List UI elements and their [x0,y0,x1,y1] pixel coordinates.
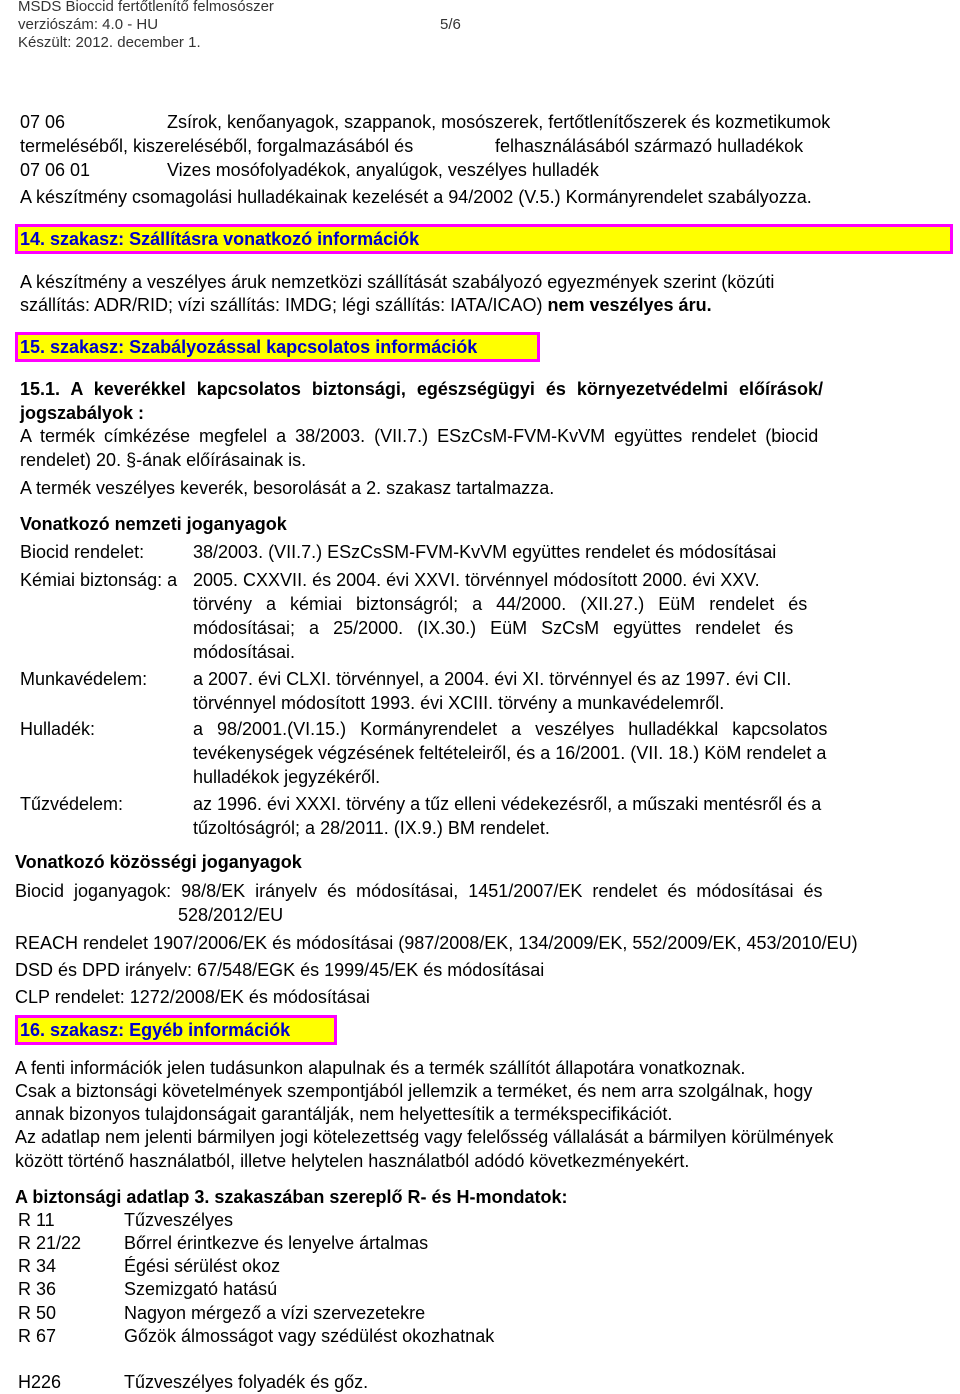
phrase-code: R 21/22 [18,1233,82,1253]
waste-law-line3: hulladékok jegyzékéről. [193,767,381,787]
phrase-text: Gőzök álmosságot vagy szédülést okozhatnak [124,1326,495,1346]
work-safety-label: Munkavédelem: [20,669,148,689]
document-title: MSDS Bioccid fertőtlenítő felmosószer [18,0,274,15]
section-14-text-line1 [20,271,945,293]
info-paragraph-2-line2: annak bizonyos tulajdonságait garantálják, nem helyettesítik a termékspecifikációt. [15,1104,673,1124]
waste-code-0706-text-2b: felhasználásából származó hulladékok [495,136,804,156]
phrase-code: R 36 [18,1279,57,1299]
community-legislation-heading: Vonatkozó közösségi joganyagok [15,852,302,872]
dsd-dpd-directive: DSD és DPD irányelv: 67/548/EGK és 1999/45/EK és módosításai [15,960,545,980]
phrase-code: R 11 [18,1210,55,1230]
waste-code-0706-text-2a: termeléséből, kiszereléséből, forgalmazásából és [20,136,414,156]
phrase-code: H226 [18,1372,62,1392]
phrase-text: Tűzveszélyes folyadék és gőz. [124,1372,369,1392]
not-dangerous-goods: nem veszélyes áru. [547,295,712,315]
fire-safety-label: Tűzvédelem: [20,794,124,814]
waste-law-label: Hulladék: [20,719,96,739]
section-14-line2: szállítás: ADR/RID; vízi szállítás: IMDG; légi szállítás: IATA/ICAO) [20,295,543,315]
phrase-text: Tűzveszélyes [124,1210,234,1230]
phrase-text: Égési sérülést okoz [124,1256,281,1276]
info-paragraph-2-line1: Csak a biztonsági követelmények szempontjából jellemzik a terméket, és nem arra szolgálnak, hogy [15,1081,813,1101]
phrase-text: Szemizgató hatású [124,1279,278,1299]
packaging-note: A készítmény csomagolási hulladékainak kezelését a 94/2002 (V.5.) Kormányrendelet szabályozza. [20,187,812,207]
created-date: Készült: 2012. december 1. [18,34,201,51]
community-biocid-line2: 528/2012/EU [178,905,284,925]
waste-code-0706: 07 06 [20,112,66,132]
waste-code-070601: 07 06 01 [20,160,91,180]
waste-code-0706-text: Zsírok, kenőanyagok, szappanok, mosószerek, fertőtlenítőszerek és kozmetikumok [167,112,831,132]
info-paragraph-3-line1: Az adatlap nem jelenti bármilyen jogi kötelezettség vagy felelősség vállalását a bármilyen körülmények [15,1127,834,1147]
section-15-1-heading: 15.1. A keverékkel kapcsolatos biztonsági, egészségügyi és környezetvédelmi előírások/ [20,379,824,399]
chemical-safety-line1: 2005. CXXVII. és 2004. évi XXVI. törvénnyel módosított 2000. évi XXV. [193,570,760,590]
work-safety-line1: a 2007. évi CLXI. törvénnyel, a 2004. évi XI. törvénnyel és az 1997. évi CII. [193,669,792,689]
biocid-text: 38/2003. (VII.7.) ESzCsSM-FVM-KvVM együttes rendelet és módosításai [193,542,777,562]
community-biocid-line1: Biocid joganyagok: 98/8/EK irányelv és módosításai, 1451/2007/EK rendelet és módosításai és [15,881,823,901]
phrase-text: Bőrrel érintkezve és lenyelve ártalmas [124,1233,429,1253]
phrase-text: Nagyon mérgező a vízi szervezetekre [124,1303,426,1323]
fire-safety-line1: az 1996. évi XXXI. törvény a tűz elleni védekezésről, a műszaki mentésről és a [193,794,822,814]
info-paragraph-3-line2: között történő használatból, illetve helytelen használatból adódó következményekért. [15,1151,690,1171]
version-label: verziószám: 4.0 - HU [18,16,159,33]
chemical-safety-line3: módosításai; a 25/2000. (IX.30.) EüM SzCsM együttes rendelet és [193,618,794,638]
section-14-title: 14. szakasz: Szállításra vonatkozó információk [20,229,420,249]
phrase-code: R 50 [18,1303,57,1323]
waste-law-line2: tevékenységek végzésének feltételeiről, és a 16/2001. (VII. 18.) KöM rendelet a [193,743,827,763]
waste-code-070601-text: Vizes mosófolyadékok, anyalúgok, veszélyes hulladék [167,160,599,180]
chemical-safety-line4: módosításai. [193,642,296,662]
phrase-code: R 34 [18,1256,57,1276]
section-15-title: 15. szakasz: Szabályozással kapcsolatos információk [20,337,478,357]
section-14-line1: A készítmény a veszélyes áruk nemzetközi szállítását szabályozó egyezmények szerint (közúti [20,272,775,292]
work-safety-line2: törvénnyel módosított 1993. évi XCIII. törvény a munkavédelemről. [193,693,725,713]
reach-regulation: REACH rendelet 1907/2006/EK és módosításai (987/2008/EK, 134/2009/EK, 552/2009/EK, 453/2010/EU) [15,933,858,953]
labelling-line2: rendelet) 20. §-ának előírásainak is. [20,450,307,470]
national-legislation-heading: Vonatkozó nemzeti joganyagok [20,514,287,534]
labelling-line1: A termék címkézése megfelel a 38/2003. (VII.7.) ESzCsM-FVM-KvVM együttes rendelet (biocid [20,426,819,446]
biocid-label: Biocid rendelet: [20,542,145,562]
fire-safety-line2: tűzoltóságról; a 28/2011. (IX.9.) BM rendelet. [193,818,550,838]
section-14-text-line2 [20,294,712,316]
section-15-1-heading-2: jogszabályok : [20,403,145,423]
classification-note: A termék veszélyes keverék, besorolását a 2. szakasz tartalmazza. [20,478,555,498]
chemical-safety-line2: törvény a kémiai biztonságról; a 44/2000. (XII.27.) EüM rendelet és [193,594,808,614]
clp-regulation: CLP rendelet: 1272/2008/EK és módosításai [15,987,370,1007]
page-number: 5/6 [440,16,461,33]
section-16-title: 16. szakasz: Egyéb információk [20,1020,291,1040]
waste-law-line1: a 98/2001.(VI.15.) Kormányrendelet a veszélyes hulladékkal kapcsolatos [193,719,828,739]
phrases-heading: A biztonsági adatlap 3. szakaszában szereplő R- és H-mondatok: [15,1187,568,1207]
info-paragraph-1: A fenti információk jelen tudásunkon alapulnak és a termék szállítót állapotára vonatkoznak. [15,1058,746,1078]
phrase-code: R 67 [18,1326,57,1346]
chemical-safety-label: Kémiai biztonság: a [20,570,178,590]
